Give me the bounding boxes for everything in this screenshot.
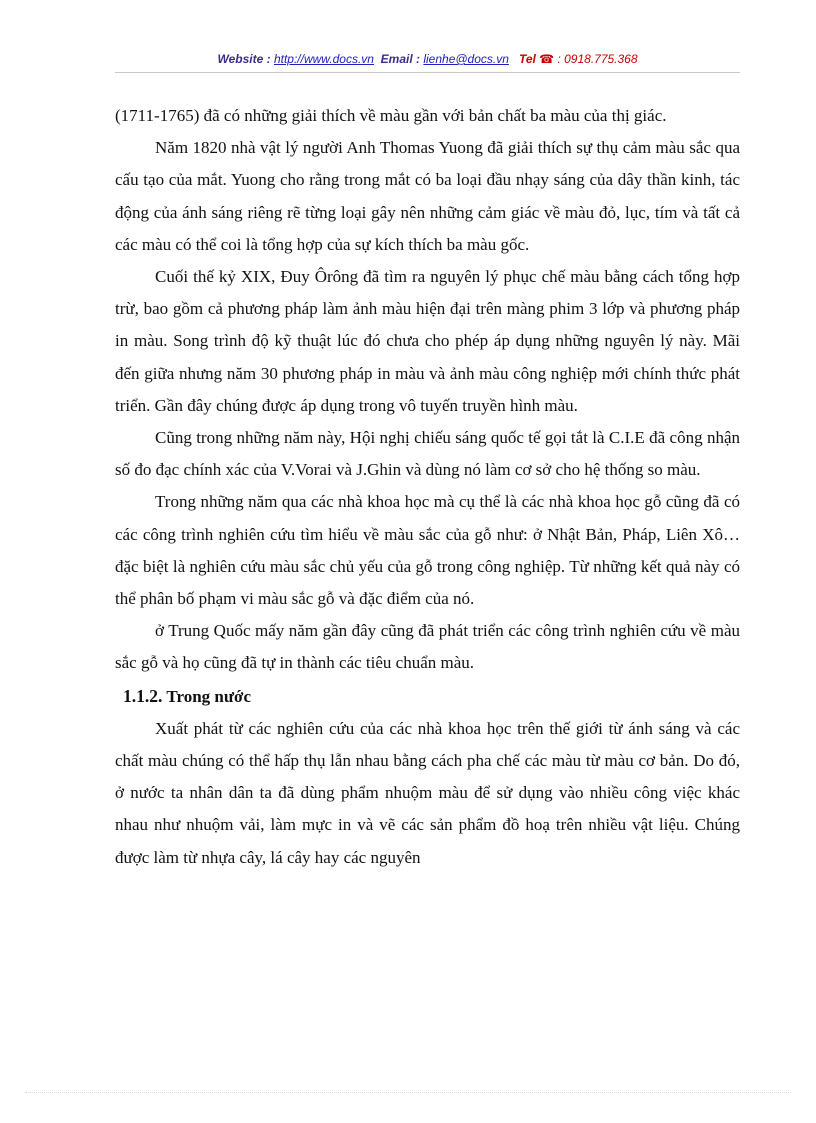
footer-divider xyxy=(25,1092,791,1093)
website-link[interactable]: http://www.docs.vn xyxy=(273,52,374,66)
header-divider xyxy=(115,72,740,73)
paragraph-4: Cũng trong những năm này, Hội nghị chiếu sáng quốc tế gọi tắt là C.I.E đã công nhận số đo đạc chính xác của V.Vorai và J.Ghin và dùng nó làm cơ sở cho hệ thống so màu. xyxy=(115,428,740,480)
section-heading xyxy=(115,680,740,713)
email-label: Email : xyxy=(380,52,424,66)
paragraph-5: Trong những năm qua các nhà khoa học mà cụ thể là các nhà khoa học gỗ cũng đã có các công trình nghiên cứu tìm hiểu về màu sắc của gỗ như: ở Nhật Bản, Pháp, Liên Xô… đặc biệt là nghiên cứu màu sắc chủ yếu của gỗ trong công nghiệp. Từ những kết quả này có thể phân bố phạm vi màu sắc gỗ và đặc điểm của nó. xyxy=(115,492,740,609)
tel-label: Tel ☎ xyxy=(518,52,558,66)
paragraph-2: Năm 1820 nhà vật lý người Anh Thomas Yuong đã giải thích sự thụ cảm màu sắc qua cấu tạo của mắt. Yuong cho rằng trong mắt có ba loại đầu nhạy sáng của dây thần kinh, tác động của ánh sáng riêng rẽ từng loại gây nên những cảm giác về màu đỏ, lục, tím và tất cả các màu có thể coi là tổng hợp của sự kích thích ba màu gốc. xyxy=(115,138,740,254)
paragraph-3: Cuối thế kỷ XIX, Đuy Ôrông đã tìm ra nguyên lý phục chế màu bằng cách tổng hợp trừ, bao gồm cả phương pháp làm ảnh màu hiện đại trên màng phim 3 lớp và phương pháp in màu. Song trình độ kỹ thuật lúc đó chưa cho phép áp dụng những nguyên lý này. Mãi đến giữa nhưng năm 30 phương pháp in màu và ảnh màu công nghiệp mới chính thức phát triển. Gần đây chúng được áp dụng trong vô tuyến truyền hình màu. xyxy=(115,267,740,415)
section-number: 1.1.2. xyxy=(123,685,163,706)
email-link[interactable]: lienhe@docs.vn xyxy=(423,52,509,66)
website-label: Website : xyxy=(217,52,274,66)
paragraph-1: (1711-1765) đã có những giải thích về màu gần với bản chất ba màu của thị giác. xyxy=(115,106,667,125)
paragraph-6: ở Trung Quốc mấy năm gần đây cũng đã phát triển các công trình nghiên cứu về màu sắc gỗ và họ cũng đã tự in thành các tiêu chuẩn màu. xyxy=(115,621,740,673)
page-header xyxy=(115,52,740,66)
phone-number: : 0918.775.368 xyxy=(557,52,638,66)
section-paragraph: Xuất phát từ các nghiên cứu của các nhà khoa học trên thế giới từ ánh sáng và các chất màu chúng có thể hấp thụ lẫn nhau bằng cách pha chế các màu từ màu cơ bản. Do đó, ở nước ta nhân dân ta đã dùng phẩm nhuộm màu để sử dụng vào nhiều công việc khác nhau như nhuộm vải, làm mực in và vẽ các sản phẩm đồ hoạ trên nhiều vật liệu. Chúng được làm từ nhựa cây, lá cây hay các nguyên xyxy=(115,718,740,867)
document-body xyxy=(115,100,740,874)
section-title: Trong nước xyxy=(166,686,252,706)
